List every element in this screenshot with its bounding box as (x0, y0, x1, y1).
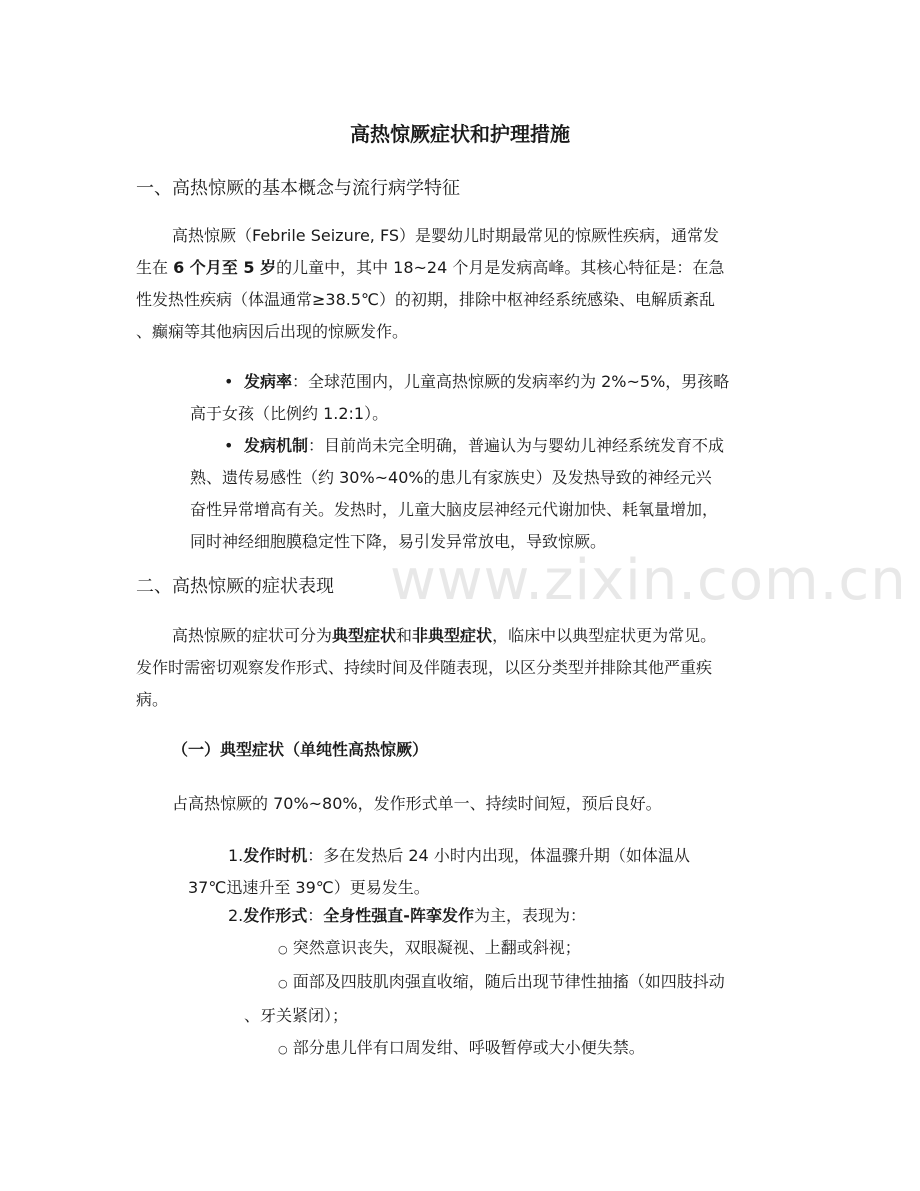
subitem-1: ○ 突然意识丧失，双眼凝视、上翻或斜视； (278, 938, 581, 957)
s2-intro-line-2: 发作时需密切观察发作形式、持续时间及伴随表现，以区分类型并排除其他严重疾 (136, 658, 713, 677)
section-2-intro (136, 620, 796, 716)
bullet-mechanism: • 发病机制：目前尚未完全明确，普遍认为与婴幼儿神经系统发育不成 熟、遗传易感性（约 30%~40%的患儿有家族史）及发热导致的神经元兴 奋性异常增高有关。发热时，儿童大脑皮层神经元代谢加快、耗氧量增加， 同时神经细胞膜稳定性下降，易引发异常放电，导致惊厥。 (190, 430, 800, 558)
bullet-list (190, 366, 800, 558)
intro-line-3: 性发热性疾病（体温通常≥38.5℃）的初期，排除中枢神经系统感染、电解质紊乱 (136, 290, 716, 309)
section-2-heading: 二、高热惊厥的症状表现 (136, 576, 334, 597)
circle-bullet-icon: ○ (278, 943, 288, 956)
subitem-3: ○ 部分患儿伴有口周发绀、呼吸暂停或大小便失禁。 (278, 1038, 645, 1057)
section-1-heading: 一、高热惊厥的基本概念与流行病学特征 (136, 178, 460, 199)
subitem-2: ○ 面部及四肢肌肉强直收缩，随后出现节律性抽搐（如四肢抖动 (278, 972, 725, 991)
intro-line-2: 生在 6 个月至 5 岁的儿童中，其中 18~24 个月是发病高峰。其核心特征是：在急 (136, 258, 725, 277)
age-range-bold: 6 个月至 5 岁 (173, 258, 277, 277)
intro-line-1: 高热惊厥（Febrile Seizure, FS）是婴幼儿时期最常见的惊厥性疾病，通常发 (172, 226, 720, 245)
page-title: 高热惊厥症状和护理措施 (350, 122, 570, 146)
s2-intro-line-3: 病。 (136, 690, 169, 709)
s2-intro-line-1: 高热惊厥的症状可分为典型症状和非典型症状，临床中以典型症状更为常见。 (172, 626, 717, 645)
subsection-intro: 占高热惊厥的 70%~80%，发作形式单一、持续时间短，预后良好。 (172, 794, 662, 813)
bullet-icon: • (224, 436, 234, 455)
watermark: www.zixin.com.cn (390, 548, 907, 613)
circle-bullet-icon: ○ (278, 977, 288, 990)
numbered-item-2: 2.发作形式：全身性强直-阵挛发作为主，表现为： (228, 906, 586, 925)
symptom-sublist: ○ 突然意识丧失，双眼凝视、上翻或斜视； ○ 面部及四肢肌肉强直收缩，随后出现节律性抽搐（如四肢抖动 、牙关紧闭）； ○ 部分患儿伴有口周发绀、呼吸暂停或大小便失禁。 (244, 932, 800, 1066)
bullet-incidence: • 发病率：全球范围内，儿童高热惊厥的发病率约为 2%~5%，男孩略 高于女孩（比例约 1.2:1）。 (190, 366, 800, 430)
intro-line-4: 、癫痫等其他病因后出现的惊厥发作。 (136, 322, 409, 341)
bullet-icon: • (224, 372, 234, 391)
subsection-heading: （一）典型症状（单纯性高热惊厥） (172, 740, 429, 759)
numbered-item-1: 1.发作时机：多在发热后 24 小时内出现，体温骤升期（如体温从 37℃迅速升至 39℃）更易发生。 (188, 846, 690, 897)
section-1-intro (136, 220, 796, 348)
circle-bullet-icon: ○ (278, 1043, 288, 1056)
